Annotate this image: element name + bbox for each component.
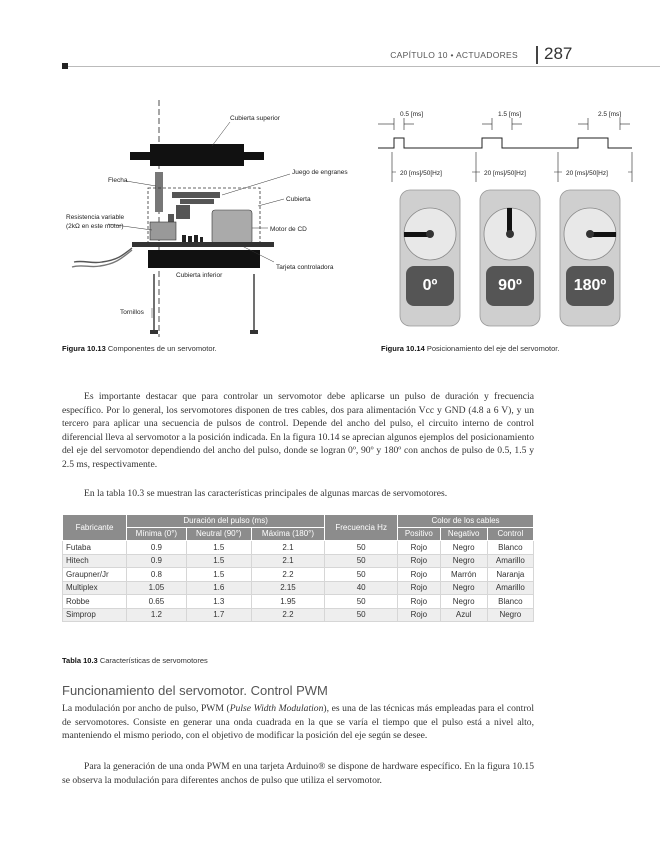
table-cell: Hitech bbox=[63, 554, 127, 568]
table-cell: 2.2 bbox=[251, 608, 325, 622]
table-cell: 40 bbox=[325, 581, 398, 595]
pulse-label-0: 0.5 [ms] bbox=[400, 111, 424, 118]
header-marker bbox=[62, 63, 68, 69]
paragraph-table-intro: En la tabla 10.3 se muestran las características principales de algunas marcas de servomotores. bbox=[84, 488, 448, 499]
table-cell: Futaba bbox=[63, 541, 127, 555]
period-label-1: 20 [ms]/50[Hz] bbox=[484, 170, 526, 177]
table-cell: 50 bbox=[325, 608, 398, 622]
label-gears: Juego de engranes bbox=[292, 169, 348, 176]
label-resistor-1: Resistencia variable bbox=[66, 214, 125, 221]
table-caption-text: Características de servomotores bbox=[99, 656, 208, 665]
paragraph-pwm-emphasis: Pulse Width Modulation bbox=[229, 703, 324, 714]
table-cell: Amarillo bbox=[487, 581, 533, 595]
label-cover: Cubierta bbox=[286, 196, 311, 203]
table-cell: 1.2 bbox=[126, 608, 186, 622]
table-cell: 50 bbox=[325, 554, 398, 568]
figure-14-caption-text: Posicionamiento del eje del servomotor. bbox=[426, 344, 560, 353]
col-frequency: Frecuencia Hz bbox=[325, 515, 398, 541]
table-cell: 2.1 bbox=[251, 541, 325, 555]
table-cell: 1.95 bbox=[251, 595, 325, 609]
table-cell: 0.9 bbox=[126, 541, 186, 555]
table-cell: Graupner/Jr bbox=[63, 568, 127, 582]
figure-13-caption-text: Componentes de un servomotor. bbox=[107, 344, 217, 353]
paragraph-pwm bbox=[62, 702, 534, 743]
header-divider bbox=[536, 46, 538, 64]
board-components bbox=[182, 235, 203, 242]
label-screws: Tornillos bbox=[120, 309, 144, 316]
table-cell: 0.9 bbox=[126, 554, 186, 568]
servo-90deg bbox=[480, 190, 540, 326]
col-neutral: Neutral (90°) bbox=[186, 528, 251, 541]
bottom-cover-shape bbox=[148, 250, 260, 268]
label-board: Tarjeta controladora bbox=[276, 264, 334, 271]
table-cell: Negro bbox=[440, 595, 487, 609]
table-cell: 2.15 bbox=[251, 581, 325, 595]
dc-motor-shape bbox=[212, 210, 252, 244]
servo-180deg bbox=[560, 190, 620, 326]
table-cell: 1.05 bbox=[126, 581, 186, 595]
col-min: Mínima (0°) bbox=[126, 528, 186, 541]
table-cell: Rojo bbox=[398, 568, 441, 582]
angle-90: 90º bbox=[498, 277, 522, 294]
table-row bbox=[63, 554, 534, 568]
table-cell: Negro bbox=[440, 541, 487, 555]
figure-13-caption bbox=[62, 344, 217, 353]
table-row bbox=[63, 581, 534, 595]
chapter-title: CAPÍTULO 10 • ACTUADORES bbox=[390, 50, 518, 60]
section-heading: Funcionamiento del servomotor. Control PWM bbox=[62, 683, 328, 698]
angle-0: 0º bbox=[422, 277, 438, 294]
top-cover-shape bbox=[130, 144, 264, 166]
label-shaft: Flecha bbox=[108, 177, 128, 184]
running-header bbox=[390, 44, 630, 66]
servo-0deg bbox=[400, 190, 460, 326]
table-cell: 50 bbox=[325, 595, 398, 609]
page-number: 287 bbox=[544, 44, 573, 63]
cable-2 bbox=[72, 250, 132, 267]
label-dc-motor: Motor de CD bbox=[270, 226, 307, 233]
pwm-wave bbox=[378, 138, 632, 148]
cable-1 bbox=[74, 248, 132, 263]
col-group-color: Color de los cables bbox=[398, 515, 534, 528]
servo-characteristics-table bbox=[62, 514, 534, 622]
table-caption-label: Tabla 10.3 bbox=[62, 656, 98, 665]
table-cell: Robbe bbox=[63, 595, 127, 609]
table-cell: Simprop bbox=[63, 608, 127, 622]
label-top-cover: Cubierta superior bbox=[230, 115, 280, 122]
table-cell: 1.7 bbox=[186, 608, 251, 622]
paragraph-pulse-control: Es importante destacar que para controlar un servomotor debe aplicarse un pulso de duración y frecuencia específico. Por lo general, los servomotores disponen de tres cables, dos para alimentación Vcc y GND (4.8 a 6 V), y un tercero para aplicar una secuencia de pulsos de control. Depende del ancho del pulso, el circuito interno de control diferencial lleva al servomotor a la posición indicada. En la figura 10.14 se aprecian algunos ejemplos del posicionamiento del eje del servomotor dependiendo del ancho del pulso, donde se logran 0º, 90º y 180º con anchos de pulso de 0.5, 1.5 y 2.5 ms, respectivamente. bbox=[62, 391, 534, 470]
col-positive: Positivo bbox=[398, 528, 441, 541]
paragraph-pwm-part-b: ), es una de las técnicas más empleadas para el control de servomotores. Consiste en generar una onda cuadrada en la que se varía el tiempo que el pulso está a nivel alto, manteniendo el mismo periodo, con el objetivo de modificar la posición del eje según se desee. bbox=[62, 703, 534, 742]
table-caption bbox=[62, 656, 208, 665]
pulse-markers bbox=[378, 118, 630, 130]
label-resistor-2: (2kΩ en este motor) bbox=[66, 223, 124, 230]
table-cell: 50 bbox=[325, 541, 398, 555]
table-row bbox=[63, 568, 534, 582]
table-row bbox=[63, 541, 534, 555]
table-cell: 0.65 bbox=[126, 595, 186, 609]
table-cell: Naranja bbox=[487, 568, 533, 582]
table-cell: Rojo bbox=[398, 608, 441, 622]
label-bottom-cover: Cubierta inferior bbox=[176, 272, 223, 279]
table-cell: Rojo bbox=[398, 581, 441, 595]
screws-shape bbox=[154, 274, 254, 332]
table-cell: Negro bbox=[487, 608, 533, 622]
paragraph-arduino: Para la generación de una onda PWM en una tarjeta Arduino® se dispone de hardware específico. En la figura 10.15 se observa la modulación para diferentes anchos de pulso que utiliza el servomotor. bbox=[62, 761, 534, 786]
header-rule bbox=[62, 66, 660, 67]
pulse-label-1: 1.5 [ms] bbox=[498, 111, 522, 118]
table-cell: Azul bbox=[440, 608, 487, 622]
pulse-label-2: 2.5 [ms] bbox=[598, 111, 622, 118]
col-negative: Negativo bbox=[440, 528, 487, 541]
table-cell: Amarillo bbox=[487, 554, 533, 568]
figure-13-caption-label: Figura 10.13 bbox=[62, 344, 106, 353]
table-cell: 1.5 bbox=[186, 568, 251, 582]
shaft-shape bbox=[155, 172, 163, 212]
col-control: Control bbox=[487, 528, 533, 541]
table-cell: 1.5 bbox=[186, 554, 251, 568]
board-shape bbox=[132, 242, 274, 247]
table-cell: 2.1 bbox=[251, 554, 325, 568]
resistor-shape bbox=[150, 222, 176, 240]
table-cell: Blanco bbox=[487, 541, 533, 555]
table-cell: 0.8 bbox=[126, 568, 186, 582]
table-cell: Rojo bbox=[398, 554, 441, 568]
paragraph-pwm-part-a: La modulación por ancho de pulso, PWM ( bbox=[62, 703, 230, 714]
period-label-2: 20 [ms]/50[Hz] bbox=[566, 170, 608, 177]
table-cell: Negro bbox=[440, 581, 487, 595]
table-cell: Multiplex bbox=[63, 581, 127, 595]
table-cell: Blanco bbox=[487, 595, 533, 609]
figure-14-caption-label: Figura 10.14 bbox=[381, 344, 425, 353]
figure-servo-positioning bbox=[370, 100, 640, 345]
table-cell: 1.6 bbox=[186, 581, 251, 595]
table-cell: 1.3 bbox=[186, 595, 251, 609]
col-max: Máxima (180°) bbox=[251, 528, 325, 541]
table-cell: Negro bbox=[440, 554, 487, 568]
table-row bbox=[63, 608, 534, 622]
table-cell: 2.2 bbox=[251, 568, 325, 582]
figure-14-caption bbox=[381, 344, 559, 353]
table-cell: Rojo bbox=[398, 541, 441, 555]
table-cell: 50 bbox=[325, 568, 398, 582]
figure-servo-components bbox=[62, 92, 362, 342]
angle-180: 180º bbox=[573, 277, 607, 294]
period-label-0: 20 [ms]/50[Hz] bbox=[400, 170, 442, 177]
col-group-duration: Duración del pulso (ms) bbox=[126, 515, 324, 528]
table-row bbox=[63, 595, 534, 609]
table-cell: 1.5 bbox=[186, 541, 251, 555]
table-cell: Rojo bbox=[398, 595, 441, 609]
col-maker: Fabricante bbox=[63, 515, 127, 541]
table-cell: Marrón bbox=[440, 568, 487, 582]
